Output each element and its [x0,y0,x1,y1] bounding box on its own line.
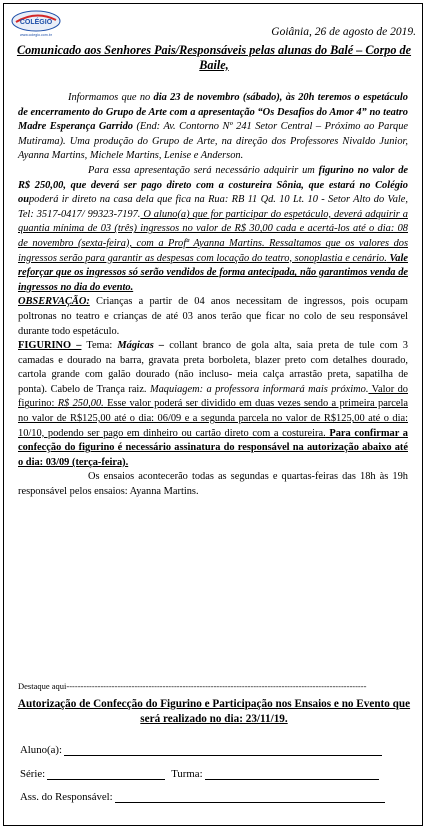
document-title: Comunicado aos Senhores Pais/Responsáveis pelas alunas do Balé – Corpo de Baile, [16,43,412,72]
intro-text-c: (End: Av. Contorno Nº 241 Setor Central – Próximo ao Parque Mutirama). Uma produção do Grupo de Arte, na direção dos Professores Nivaldo Junior, Ayanna Martins, Michele Martins, Lenise e Anderson. [18,121,408,162]
detach-line: Destaque aqui---------------------------------------------------------------------------------------------------------- [18,681,367,691]
figurino-valor-value: R$ 250,00. [57,398,104,410]
figurino-tema-value: Mágicas – [117,340,165,352]
figurino-confirm: Para confirmar a confecção do figurino é necessário assinatura do responsável na autorização abaixo até o dia: 03/09 (terça-feira). [18,427,408,468]
field-assinatura[interactable] [20,791,385,803]
payment-text-a: Para essa apresentação será necessário adquirir um [88,164,319,176]
logo-url: www.colegio.com.br [20,33,52,37]
field-serie[interactable] [20,768,379,780]
paragraph-observacao [18,295,408,339]
field-aluno-label: Aluno(a): [20,744,62,756]
intro-text-bold: dia 23 de novembro (sábado), às 20h teremos o espetáculo de encerramento do Grupo de Arte com a apresentação “Os Desafios do Amor 4” no teatro Madre Esperança Garrido [18,92,408,133]
payment-text-address: poderá ir direto na casa dela que fica na Rua: RB 11 Qd. 10 Lt. 10 - Setor Alto do Vale, Tel: 3517-0417/ 99323-7197. [18,194,408,220]
payment-text-tickets: O aluno(a) que for participar do espetáculo, deverá adquirir a quantia mínima de 03 (três) ingressos no valor de R$ 30,00 cada e acertá-los até o dia: 08 de novembro (sexta-feira), com a Profª Ayanna Martins. Ressaltamos que os valores dos ingressos serão para garantir as despesas com locação do teatro, sonoplastia e cenário. [18,208,408,264]
school-logo [10,8,62,38]
logo-text: COLÉGIO [19,19,53,26]
figurino-maquiagem: Maquiagem: a professora informará mais próximo. [149,383,369,395]
form-title: Autorização de Confecção do Figurino e Participação nos Ensaios e no Evento que será realizado no dia: 23/11/19. [17,698,411,725]
paragraph-figurino [18,339,408,470]
intro-text-a: Informamos que no [68,92,154,103]
obs-label: OBSERVAÇÃO: [18,296,90,308]
field-aluno-line[interactable] [64,744,382,756]
figurino-valor: Valor do figurino: [18,383,408,410]
obs-text: Crianças a partir de 04 anos necessitam de ingressos, pois ocupam poltronas no teatro e crianças de até 03 anos terão que ficar no colo de seu responsável durante todo espetáculo. [18,296,408,337]
payment-text-bold: figurino no valor de R$ 250,00, que deverá ser pago direto com a costureira Sônia, que estará no Colégio ou [18,164,408,206]
paragraph-figurino-payment [18,164,408,295]
figurino-tema: Tema: [81,340,118,352]
field-turma-label: Turma: [171,768,203,780]
payment-text-warning: Vale reforçar que os ingressos só serão vendidos de forma antecipada, não garantimos venda de ingressos no dia do evento. [18,252,408,293]
figurino-label: FIGURINO – [18,340,82,352]
document-date: Goiânia, 26 de agosto de 2019. [271,26,416,38]
field-assinatura-line[interactable] [115,791,385,803]
figurino-parcelas: Esse valor poderá ser dividido em duas vezes sendo a primeira parcela no valor de R$125,00 até o dia: 06/09 e a segunda parcela no valor de R$125,00 até o dia: 10/10, podendo ser pago em dinheiro ou cartão direto com a costureira. [18,398,408,439]
field-assinatura-label: Ass. do Responsável: [20,791,113,803]
paragraph-intro [18,91,408,164]
field-serie-label: Série: [20,768,46,780]
field-turma-line[interactable] [205,768,379,780]
paragraph-ensaios: Os ensaios acontecerão todas as segundas e quartas-feiras das 18h às 19h responsável pelos ensaios: Ayanna Martins. [18,471,408,498]
field-aluno[interactable] [20,744,382,756]
document-body [18,91,408,500]
figurino-desc: collant branco de gola alta, saia preta de tule com 3 camadas e dourado na barra, gravata preta borboleta, blazer preto com detalhes dourado, cartola grande com galão dourado (não incluso- meia calça arrastão preta, sapatilha de ponta). Cabelo de Trança raiz. [18,340,409,395]
field-serie-line[interactable] [47,768,165,780]
